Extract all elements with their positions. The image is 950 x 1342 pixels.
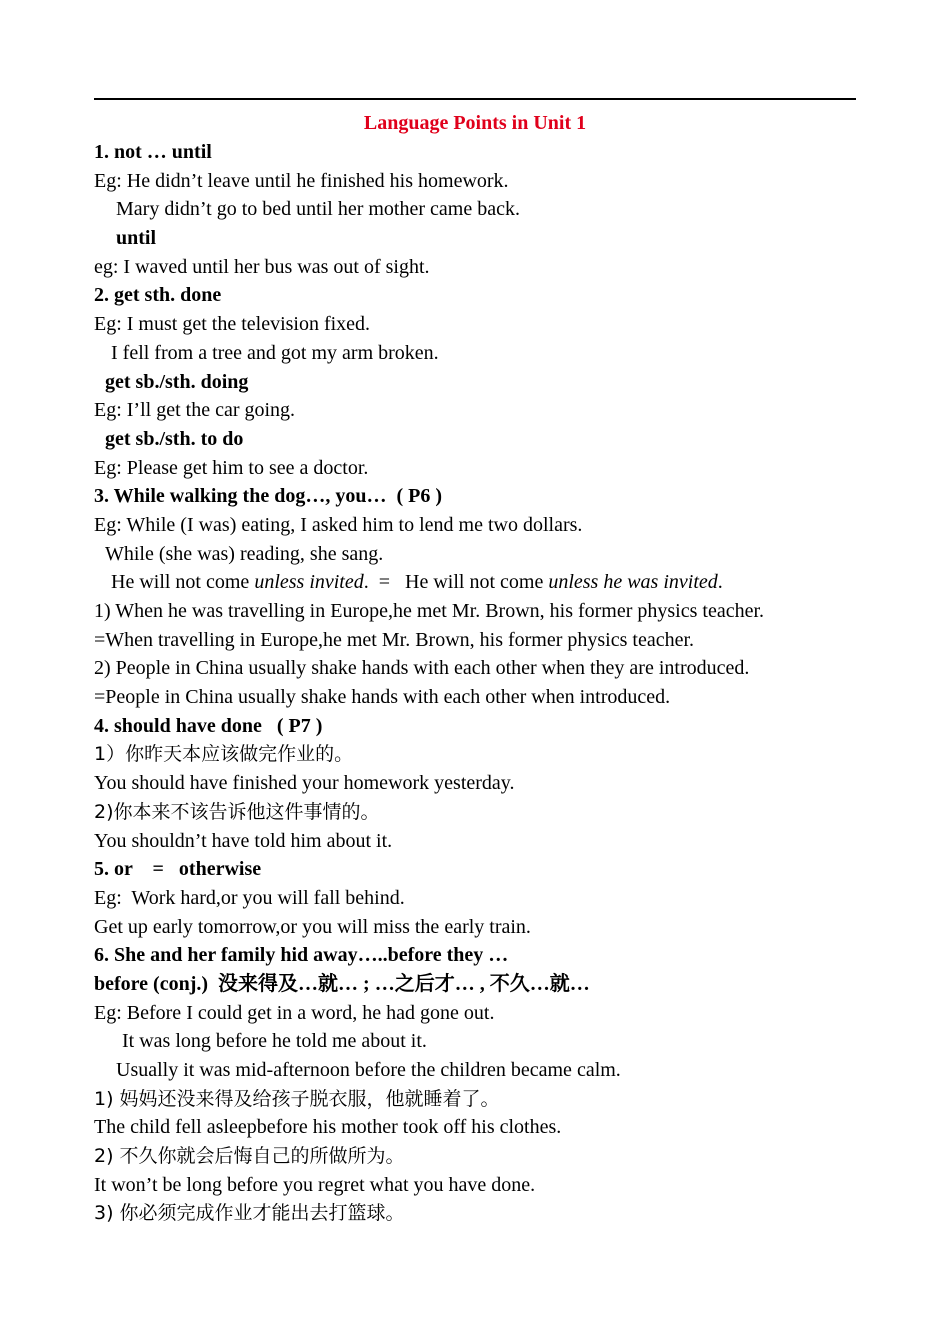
example-line: You shouldn’t have told him about it. — [94, 829, 393, 852]
example-line: It was long before he told me about it. — [122, 1030, 427, 1053]
example-line: Usually it was mid-afternoon before the children became calm. — [116, 1059, 621, 1081]
example-line: eg: I waved until her bus was out of sight. — [94, 255, 430, 278]
page-title: Language Points in Unit 1 — [363, 112, 587, 134]
example-line: Eg: I’ll get the car going. — [94, 399, 296, 422]
example-line: Eg: Before I could get in a word, he had gone out. — [94, 1001, 495, 1024]
example-line: =People in China usually shake hands with each other when introduced. — [94, 686, 671, 709]
example-line: Eg: I must get the television fixed. — [94, 313, 371, 336]
content-lines — [94, 138, 894, 1228]
sub-heading: until — [116, 227, 157, 250]
sub-heading: get sb./sth. doing — [105, 370, 249, 393]
text-segment: He will not come — [111, 571, 255, 594]
chinese-line: 1）你昨天本应该做完作业的。 — [94, 743, 354, 766]
sub-heading: before (conj.) 没来得及…就… ; …之后才… , 不久…就… — [94, 972, 590, 995]
example-line: While (she was) reading, she sang. — [105, 542, 384, 565]
chinese-line: 1) 妈妈还没来得及给孩子脱衣服，他就睡着了。 — [94, 1087, 500, 1110]
section-heading: 6. She and her family hid away…..before they … — [94, 944, 509, 967]
example-line-mixed — [94, 568, 894, 597]
example-line: Eg: He didn’t leave until he finished his homework. — [94, 169, 509, 192]
italic-segment: unless he was invited — [548, 571, 718, 594]
example-line: Eg: While (I was) eating, I asked him to lend me two dollars. — [94, 513, 583, 536]
sub-heading: get sb./sth. to do — [105, 427, 244, 450]
example-line: It won’t be long before you regret what you have done. — [94, 1173, 536, 1196]
section-heading: 1. not … until — [94, 141, 212, 163]
example-line: Mary didn’t go to bed until her mother came back. — [116, 198, 520, 221]
example-line: =When travelling in Europe,he met Mr. Brown, his former physics teacher. — [94, 628, 695, 651]
chinese-line: 2) 不久你就会后悔自己的所做所为。 — [94, 1145, 405, 1168]
section-heading: 3. While walking the dog…, you… ( P6 ) — [94, 485, 442, 508]
section-heading: 4. should have done ( P7 ) — [94, 714, 323, 737]
example-line: 1) When he was travelling in Europe,he met Mr. Brown, his former physics teacher. — [94, 600, 765, 622]
chinese-line: 2)你本来不该告诉他这件事情的。 — [94, 800, 380, 823]
example-line: The child fell asleepbefore his mother took off his clothes. — [94, 1116, 562, 1139]
chinese-line: 3) 你必须完成作业才能出去打篮球。 — [94, 1202, 405, 1225]
header-rule — [94, 98, 856, 100]
example-line: 2) People in China usually shake hands with each other when they are introduced. — [94, 657, 750, 680]
example-line: I fell from a tree and got my arm broken. — [111, 341, 439, 364]
text-segment: . = He will not come — [363, 571, 549, 594]
example-line: You should have finished your homework yesterday. — [94, 772, 515, 795]
example-line: Get up early tomorrow,or you will miss the early train. — [94, 915, 531, 938]
section-heading: 2. get sth. done — [94, 284, 222, 307]
example-line: Eg: Work hard,or you will fall behind. — [94, 886, 405, 909]
text-segment: . — [717, 571, 723, 594]
example-line: Eg: Please get him to see a doctor. — [94, 456, 369, 479]
italic-segment: unless invited — [254, 571, 364, 594]
section-heading: 5. or = otherwise — [94, 858, 262, 881]
